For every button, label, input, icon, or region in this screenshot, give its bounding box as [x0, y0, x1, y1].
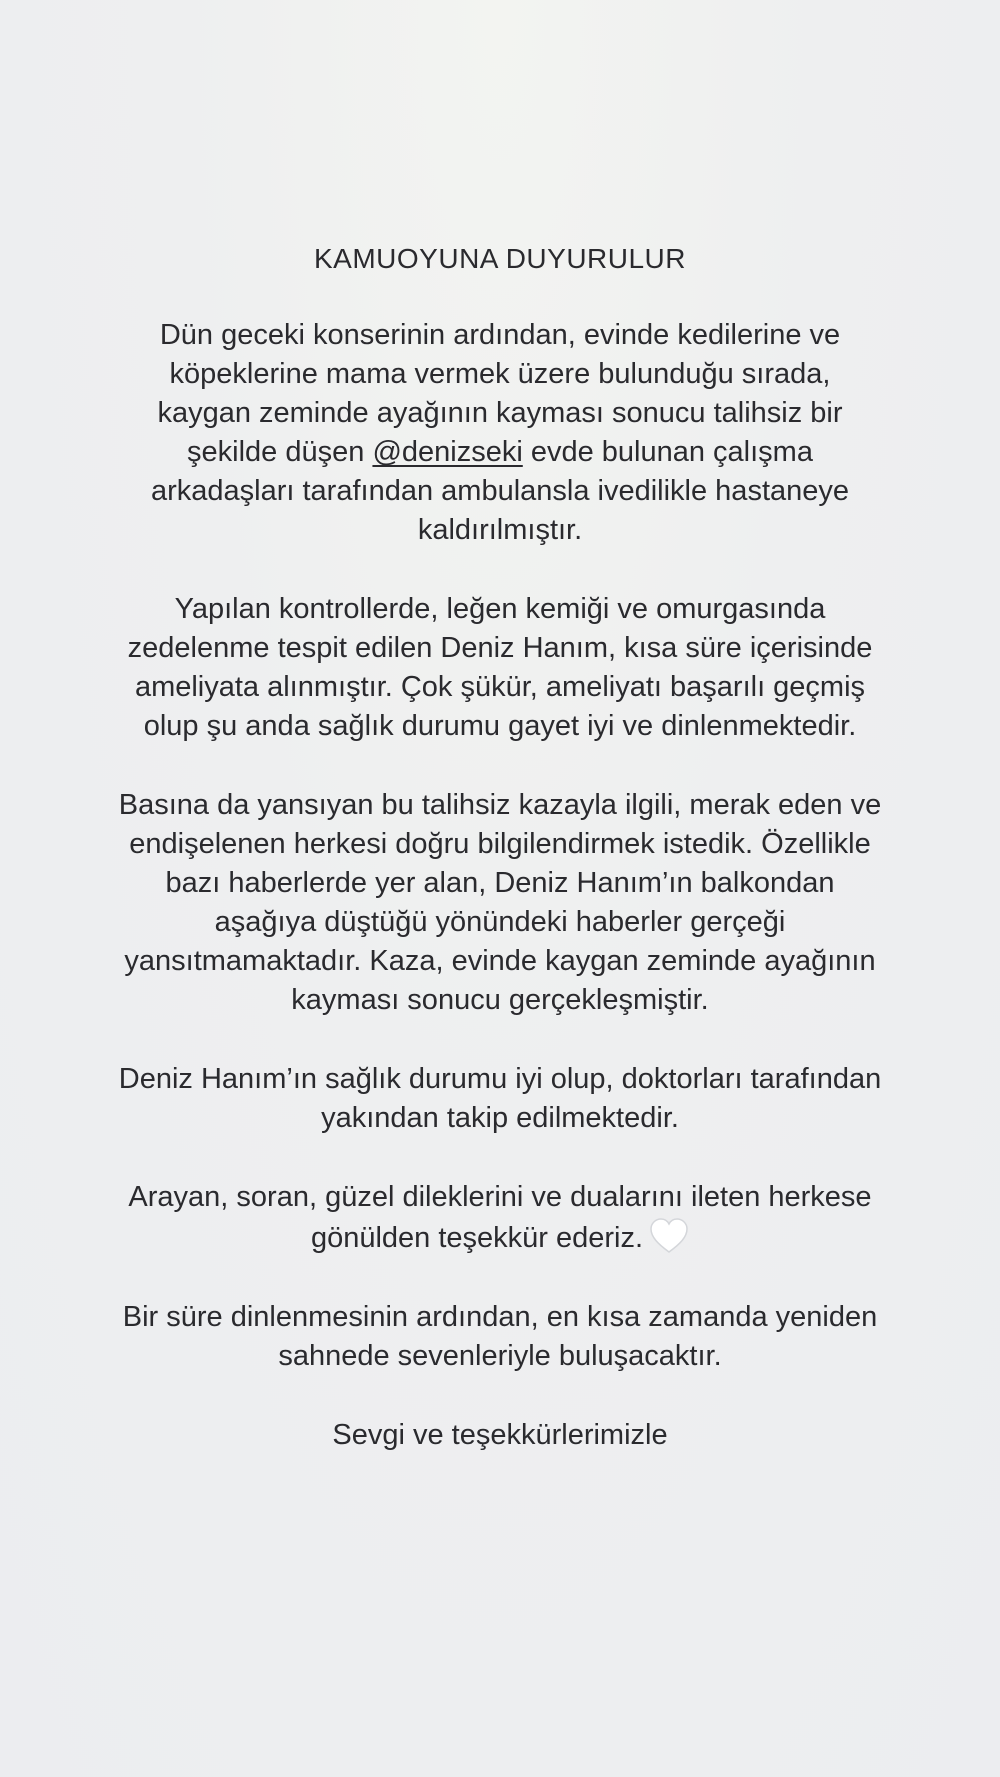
text-line: Bir süre dinlenmesinin ardından, en kısa zamanda yeniden	[122, 1301, 878, 1333]
text-line-with-mention	[40, 433, 960, 472]
paragraph-thanks	[40, 1178, 960, 1258]
text-line: yansıtmamaktadır. Kaza, evinde kaygan zeminde ayağının	[124, 945, 876, 977]
text-line: olup şu anda sağlık durumu gayet iyi ve dinlenmektedir.	[143, 710, 857, 742]
text-line: Dün geceki konserinin ardından, evinde kedilerine ve	[159, 319, 841, 351]
text-fragment: gönülden teşekkür ederiz.	[310, 1222, 644, 1254]
text-line: zedelenme tespit edilen Deniz Hanım, kısa süre içerisinde	[127, 632, 873, 664]
text-line: yakından takip edilmektedir.	[321, 1102, 679, 1134]
text-line: Basına da yansıyan bu talihsiz kazayla ilgili, merak eden ve	[118, 789, 882, 821]
announcement-title: KAMUOYUNA DUYURULUR	[314, 243, 686, 274]
announcement-text-block	[40, 236, 960, 1455]
text-line-with-emoji	[40, 1217, 960, 1258]
text-line: sahnede sevenleriyle buluşacaktır.	[278, 1340, 722, 1372]
mention-link-denizseki[interactable]: @denizseki	[372, 436, 523, 468]
paragraph-press-correction	[40, 786, 960, 1020]
paragraph-accident	[40, 316, 960, 550]
text-line: kaygan zeminde ayağının kayması sonucu talihsiz bir	[157, 397, 843, 429]
white-heart-icon	[649, 1217, 689, 1255]
text-line: köpeklerine mama vermek üzere bulunduğu sırada,	[169, 358, 831, 390]
text-line: arkadaşları tarafından ambulansla ivedilikle hastaneye	[150, 475, 850, 507]
text-line: Arayan, soran, güzel dileklerini ve dualarını ileten herkese	[128, 1181, 872, 1213]
text-fragment: evde bulunan çalışma	[522, 436, 813, 468]
text-line: kaldırılmıştır.	[417, 514, 583, 546]
text-line: kayması sonucu gerçekleşmiştir.	[291, 984, 709, 1016]
text-line: aşağıya düştüğü yönündeki haberler gerçeği	[214, 906, 786, 938]
text-fragment: şekilde düşen	[187, 436, 373, 468]
text-line: bazı haberlerde yer alan, Deniz Hanım’ın balkondan	[165, 867, 835, 899]
text-line: ameliyata alınmıştır. Çok şükür, ameliyatı başarılı geçmiş	[134, 671, 866, 703]
paragraph-health-status	[40, 1060, 960, 1138]
text-line: Yapılan kontrollerde, leğen kemiği ve omurgasında	[174, 593, 826, 625]
paragraph-return	[40, 1298, 960, 1376]
signoff: Sevgi ve teşekkürlerimizle	[332, 1419, 668, 1451]
paragraph-surgery	[40, 590, 960, 746]
text-line: endişelenen herkesi doğru bilgilendirmek istedik. Özellikle	[129, 828, 871, 860]
text-line: Deniz Hanım’ın sağlık durumu iyi olup, doktorları tarafından	[118, 1063, 882, 1095]
